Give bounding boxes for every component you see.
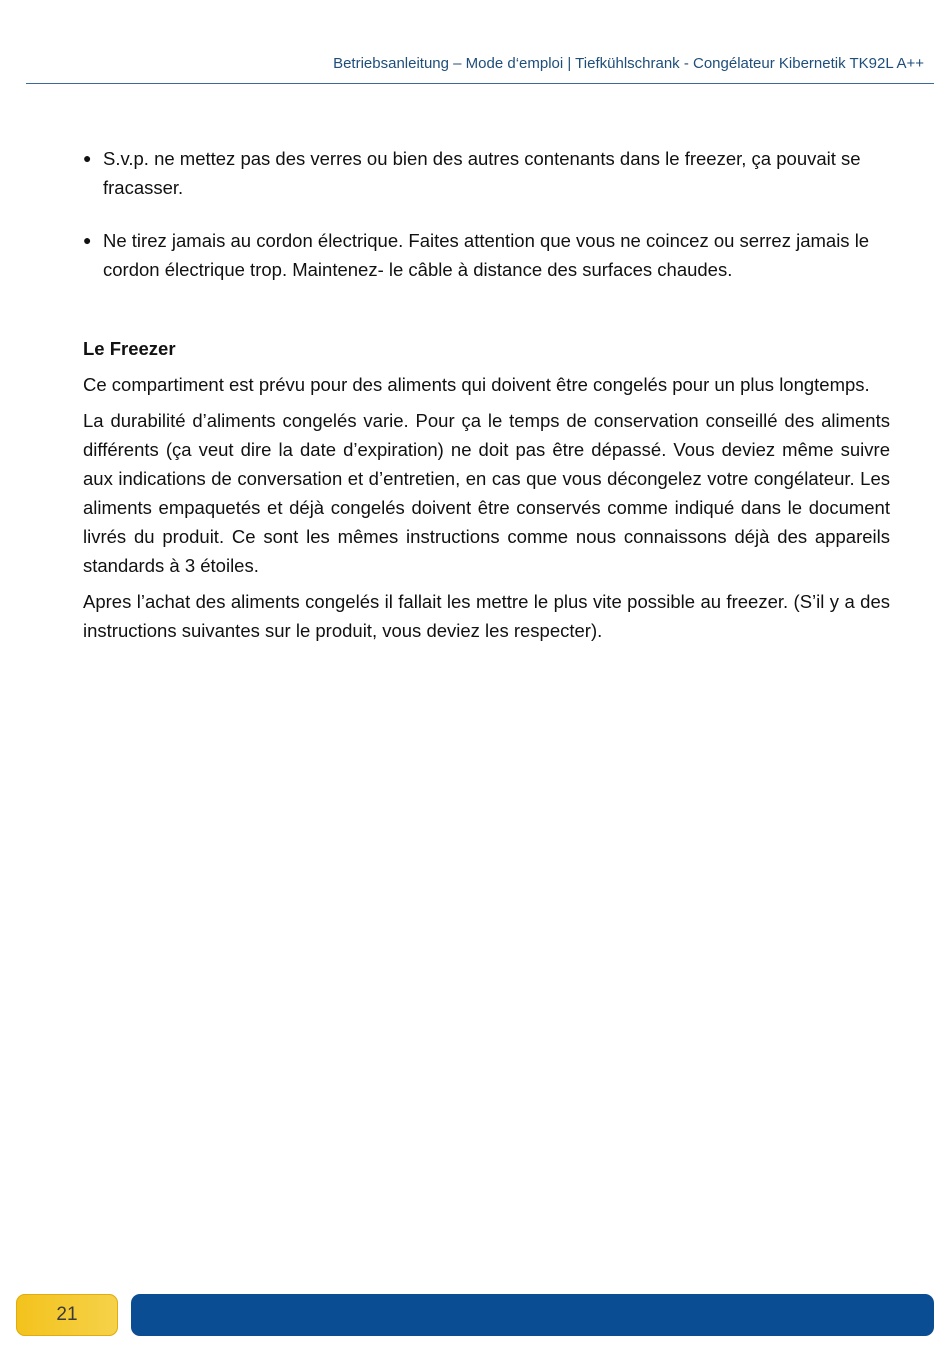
page-header (26, 55, 934, 72)
paragraph: Apres l’achat des aliments congelés il fallait les mettre le plus vite possible au freezer. (S’il y a des instructions suivantes sur le produit, vous deviez les respecter). (83, 591, 890, 641)
list-item (83, 144, 890, 202)
header-title: Betriebsanleitung – Mode d‘emploi | Tiefkühlschrank - Congélateur Kibernetik TK92L A++ (333, 55, 924, 72)
list-item (83, 226, 890, 284)
bullet-text: Ne tirez jamais au cordon électrique. Faites attention que vous ne coincez ou serrez jamais le cordon électrique trop. Maintenez- le câble à distance des surfaces chaudes. (103, 230, 870, 280)
bullet-list (83, 144, 890, 284)
bullet-text: S.v.p. ne mettez pas des verres ou bien des autres contenants dans le freezer, ça pouvait se fracasser. (103, 148, 861, 198)
footer-bar (131, 1294, 934, 1336)
bullet-icon: ● (83, 232, 92, 248)
section-heading: Le Freezer (83, 338, 176, 359)
page-number: 21 (56, 1304, 78, 1325)
paragraph: Ce compartiment est prévu pour des aliments qui doivent être congelés pour un plus longtemps. (83, 374, 870, 395)
bullet-icon: ● (83, 150, 92, 166)
page-content (83, 144, 890, 652)
paragraph: La durabilité d’aliments congelés varie. Pour ça le temps de conservation conseillé des aliments différents (ça veut dire la date d’expiration) ne doit pas être dépassé. Vous deviez même suivre aux indications de conversation et d’entretien, en cas que vous décongelez votre congélateur. Les aliments empaquetés et déjà congelés doivent être conservés comme indiqué dans le document livrés du produit. Ce sont les mêmes instructions comme nous connaissons déjà des appareils standards à 3 étoiles. (83, 410, 890, 576)
header-divider (26, 83, 934, 84)
page-number-badge (16, 1294, 118, 1336)
